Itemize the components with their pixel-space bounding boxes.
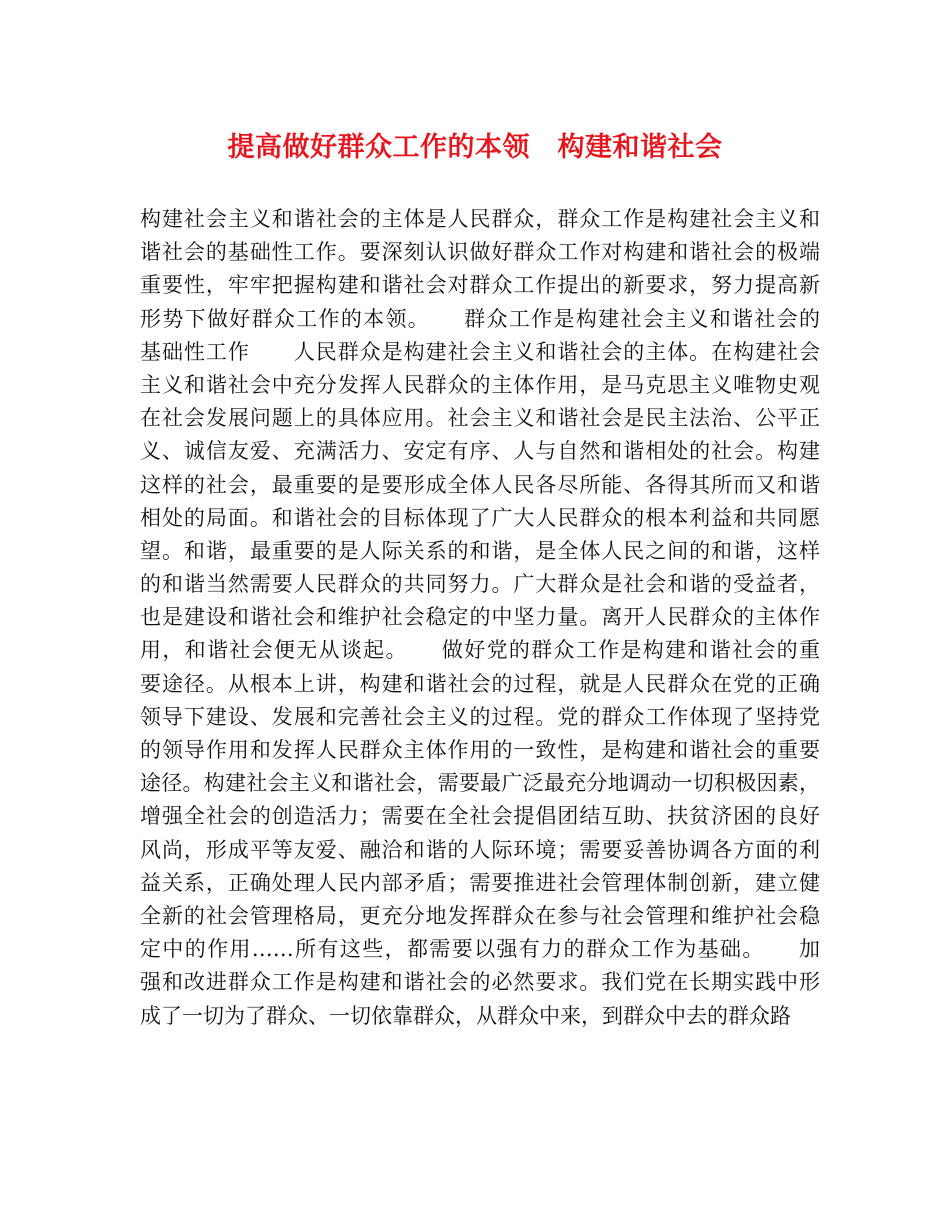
body-text-line: 用，和谐社会便无从谈起。 做好党的群众工作是构建和谐社会的重 <box>140 638 820 663</box>
body-text-line: 增强全社会的创造活力；需要在全社会提倡团结互助、扶贫济困的良好 <box>140 804 820 829</box>
body-text-line: 谐社会的基础性工作。要深刻认识做好群众工作对构建和谐社会的极端 <box>140 240 820 265</box>
body-text-line: 在社会发展问题上的具体应用。社会主义和谐社会是民主法治、公平正 <box>140 406 820 431</box>
body-text-line: 的和谐当然需要人民群众的共同努力。广大群众是社会和谐的受益者， <box>140 572 820 597</box>
body-text-line: 强和改进群众工作是构建和谐社会的必然要求。我们党在长期实践中形 <box>140 970 820 995</box>
body-text-line: 定中的作用……所有这些，都需要以强有力的群众工作为基础。 加 <box>140 937 820 962</box>
body-text-line: 领导下建设、发展和完善社会主义的过程。党的群众工作体现了坚持党 <box>140 704 820 729</box>
body-text-line: 相处的局面。和谐社会的目标体现了广大人民群众的根本利益和共同愿 <box>140 505 820 530</box>
body-text-line: 基础性工作 人民群众是构建社会主义和谐社会的主体。在构建社会 <box>140 339 820 364</box>
body-text-line: 这样的社会，最重要的是要形成全体人民各尽所能、各得其所而又和谐 <box>140 472 820 497</box>
body-text-line: 要途径。从根本上讲，构建和谐社会的过程，就是人民群众在党的正确 <box>140 671 820 696</box>
body-text-line: 也是建设和谐社会和维护社会稳定的中坚力量。离开人民群众的主体作 <box>140 605 820 630</box>
body-text-line: 义、诚信友爱、充满活力、安定有序、人与自然和谐相处的社会。构建 <box>140 439 820 464</box>
body-text-line: 全新的社会管理格局，更充分地发挥群众在参与社会管理和维护社会稳 <box>140 903 820 928</box>
body-text-line: 风尚，形成平等友爱、融洽和谐的人际环境；需要妥善协调各方面的利 <box>140 837 820 862</box>
body-text-line: 重要性，牢牢把握构建和谐社会对群众工作提出的新要求，努力提高新 <box>140 273 820 298</box>
body-text-line: 构建社会主义和谐社会的主体是人民群众，群众工作是构建社会主义和 <box>140 207 820 231</box>
body-text-line: 形势下做好群众工作的本领。 群众工作是构建社会主义和谐社会的 <box>140 306 820 331</box>
body-text-line: 主义和谐社会中充分发挥人民群众的主体作用，是马克思主义唯物史观 <box>140 372 820 397</box>
document-body <box>140 203 820 1033</box>
body-text-line: 望。和谐，最重要的是人际关系的和谐，是全体人民之间的和谐，这样 <box>140 538 820 563</box>
body-text-line: 益关系，正确处理人民内部矛盾；需要推进社会管理体制创新，建立健 <box>140 870 820 895</box>
body-text-line: 途径。构建社会主义和谐社会，需要最广泛最充分地调动一切积极因素， <box>140 771 820 796</box>
document-title: 提高做好群众工作的本领 构建和谐社会 <box>227 132 723 163</box>
body-text-line: 的领导作用和发挥人民群众主体作用的一致性，是构建和谐社会的重要 <box>140 738 820 762</box>
body-text-line: 成了一切为了群众、一切依靠群众，从群众中来，到群众中去的群众路 <box>140 1003 791 1028</box>
